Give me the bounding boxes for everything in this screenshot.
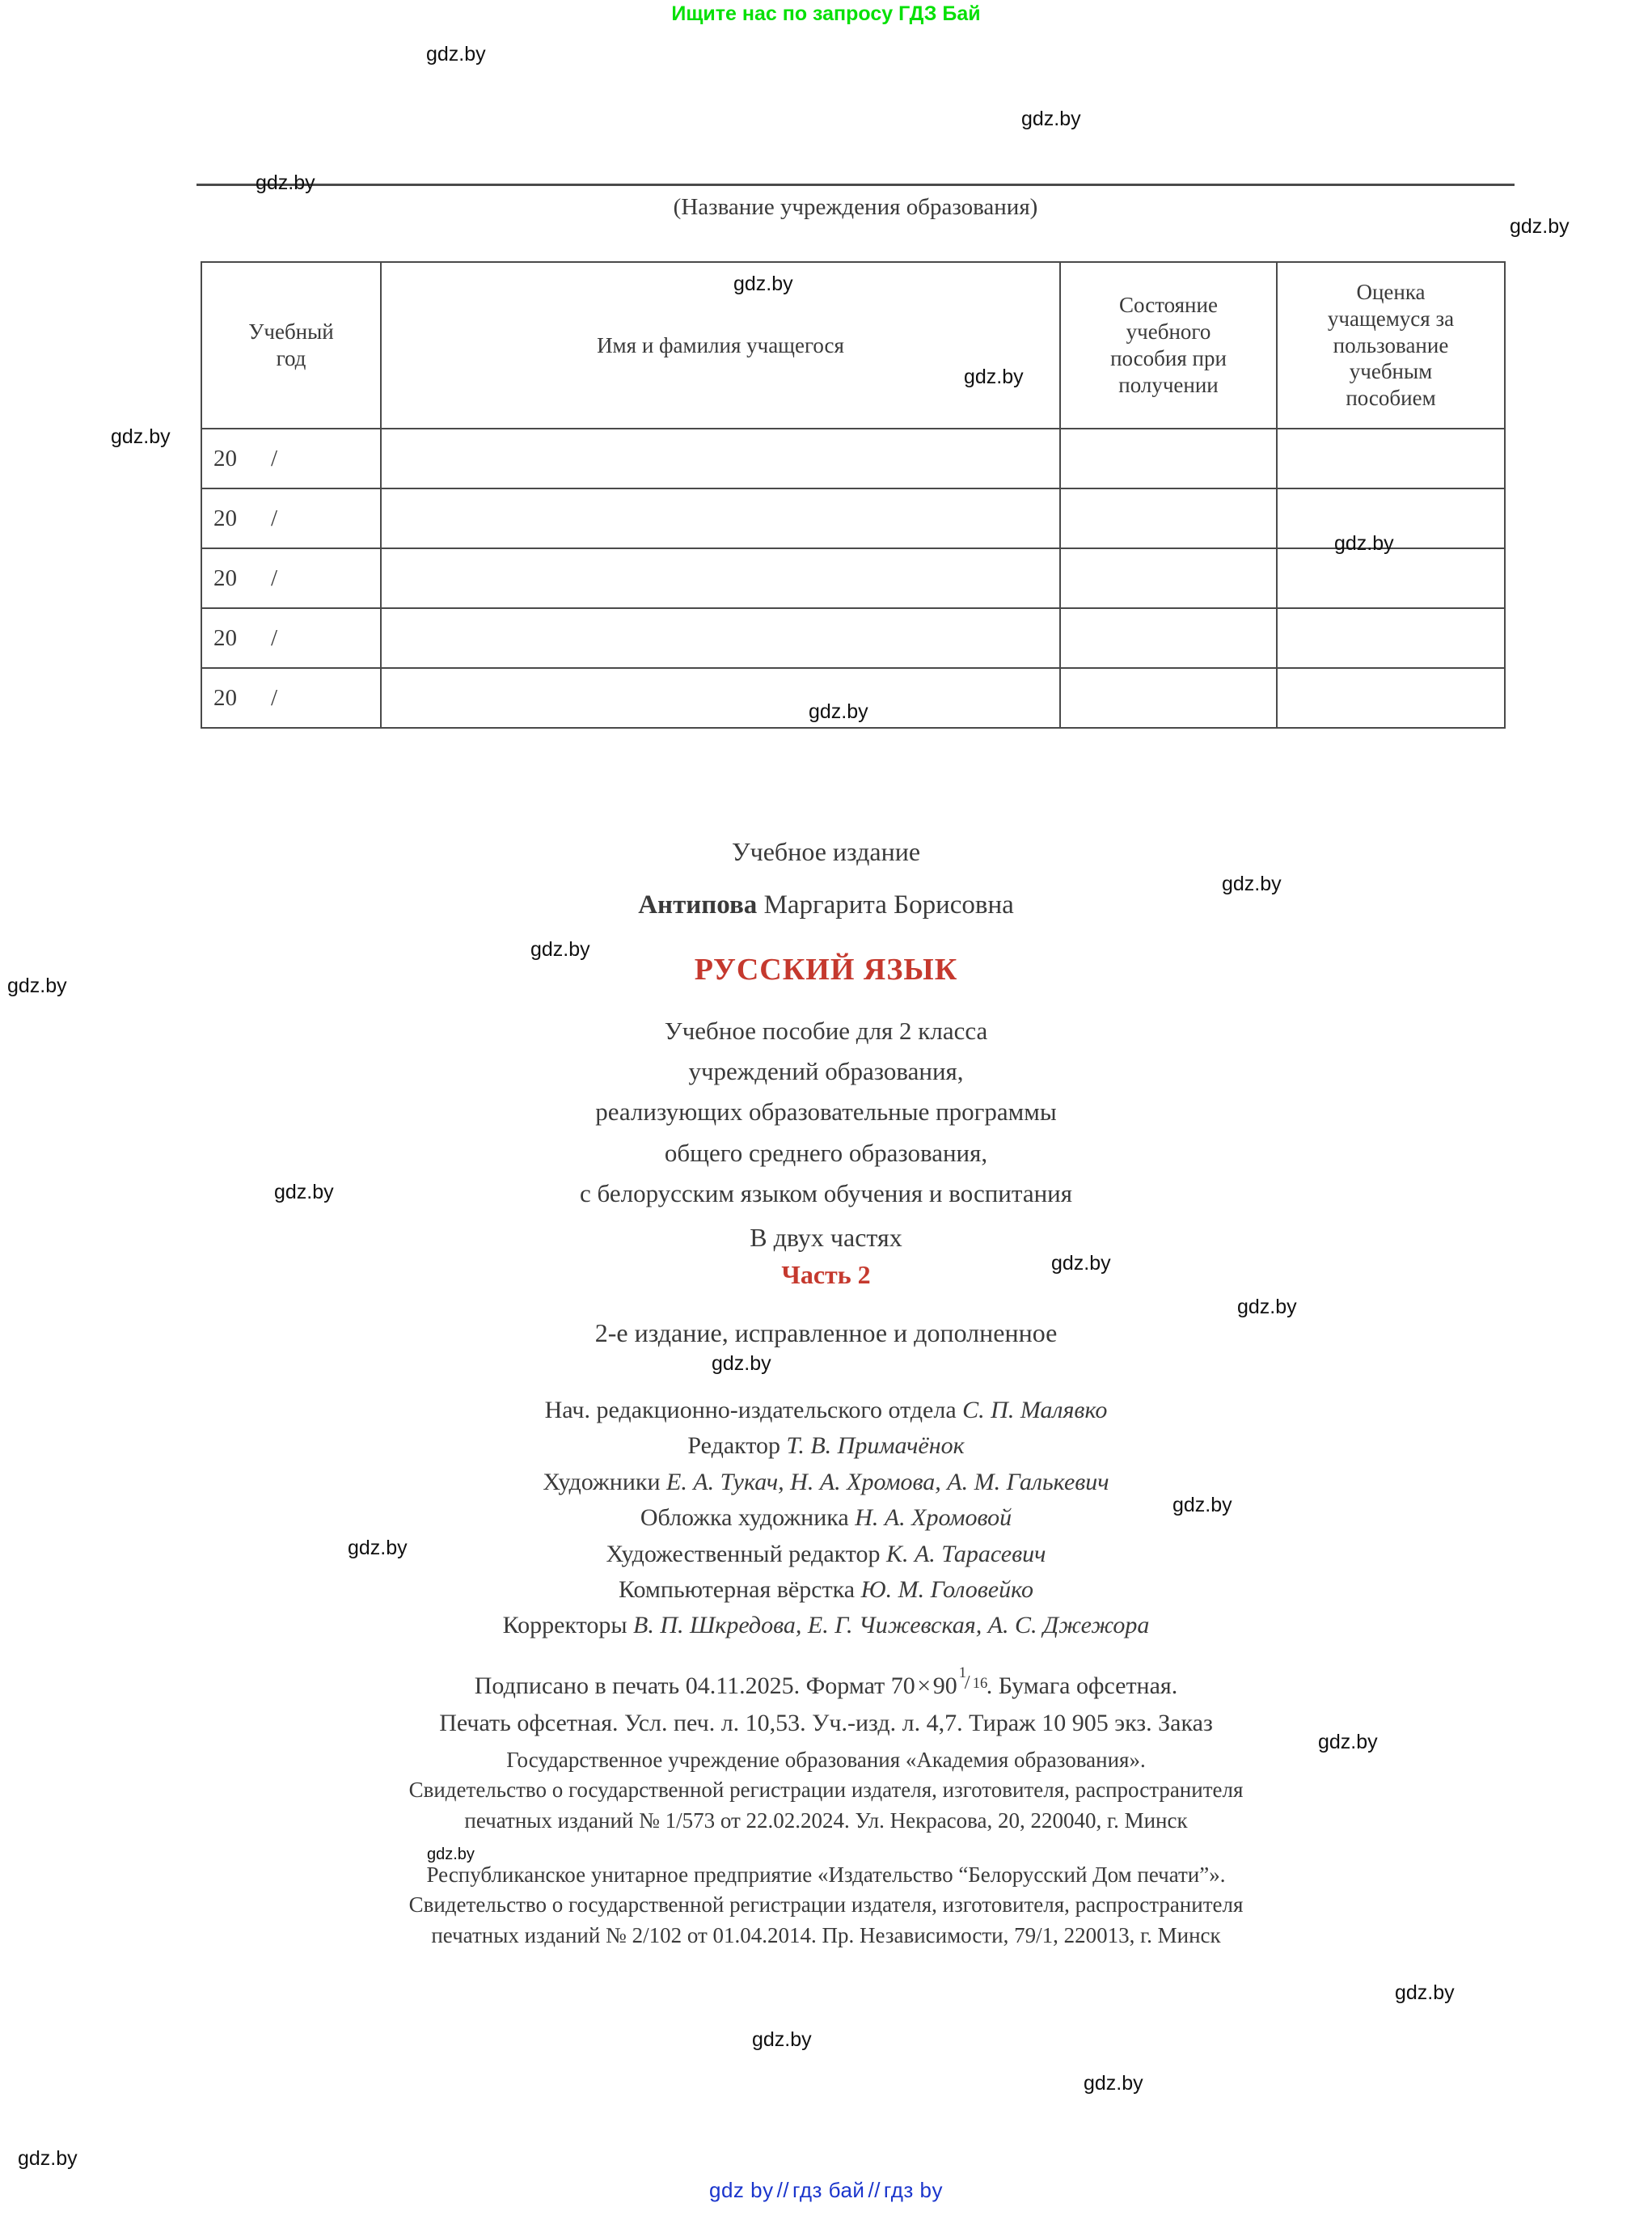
- credit-name: Ю. М. Головейко: [860, 1575, 1034, 1603]
- credit-line: [0, 1465, 1652, 1500]
- subtitle-line-5: с белорусским языком обучения и воспитания: [579, 1178, 1073, 1207]
- watermark: gdz.by: [530, 938, 590, 961]
- mark-line-3: пользование: [1333, 332, 1449, 357]
- year-slash: /: [271, 505, 278, 531]
- book-title: РУССКИЙ ЯЗЫК: [694, 953, 958, 987]
- year-slash: /: [271, 445, 278, 471]
- credit-line: [0, 1537, 1652, 1572]
- watermark: gdz.by: [1510, 215, 1570, 238]
- year-prefix: 20: [213, 684, 237, 711]
- cell-year[interactable]: [201, 668, 381, 728]
- watermark: gdz.by: [426, 43, 486, 66]
- promo-banner: [0, 2, 1652, 26]
- credit-name: Н. А. Хромовой: [855, 1504, 1012, 1532]
- footer-link-gdz-by-cyr[interactable]: гдз by: [883, 2178, 944, 2202]
- credit-name: К. А. Тарасевич: [886, 1540, 1046, 1567]
- table-body: [201, 429, 1505, 728]
- column-header-student-name: Имя и фамилия учащегося: [381, 262, 1060, 429]
- cell-year[interactable]: [201, 429, 381, 488]
- condition-line-1: Состояние: [1119, 293, 1218, 318]
- format-fraction: [957, 1664, 988, 1694]
- imprint-block: [0, 1664, 1652, 1741]
- year-slash: /: [271, 684, 278, 711]
- institution-name-rule: [196, 184, 1515, 186]
- watermark: gdz.by: [7, 975, 67, 997]
- credits-block: [0, 1393, 1652, 1644]
- mark-line-4: учебным: [1349, 359, 1433, 384]
- textbook-record-table: [201, 261, 1506, 729]
- table-row: [201, 608, 1505, 668]
- watermark: gdz.by: [1237, 1296, 1297, 1318]
- column-header-year-line1: Учебный: [248, 319, 334, 345]
- column-header-condition: [1060, 262, 1277, 429]
- mark-line-5: пособием: [1346, 386, 1436, 411]
- cell-condition[interactable]: [1060, 429, 1277, 488]
- footer-link-gdz-bai[interactable]: гдз бай: [792, 2178, 865, 2202]
- cell-student-name[interactable]: [381, 429, 1060, 488]
- cell-student-name[interactable]: [381, 488, 1060, 548]
- cell-year[interactable]: [201, 548, 381, 608]
- edition-number-line: 2-е издание, исправленное и дополненное: [594, 1318, 1058, 1347]
- imprint-line-1: [0, 1664, 1652, 1705]
- credit-line: [0, 1393, 1652, 1428]
- watermark: gdz.by: [427, 1846, 475, 1863]
- parts-count-line: В двух частях: [750, 1223, 902, 1252]
- credit-name: С. П. Малявко: [962, 1397, 1108, 1423]
- credit-role: Художники: [543, 1468, 667, 1495]
- cell-condition[interactable]: [1060, 548, 1277, 608]
- watermark: gdz.by: [1051, 1252, 1111, 1275]
- watermark: gdz.by: [752, 2028, 812, 2051]
- year-slash: /: [271, 564, 278, 591]
- author-surname: Антипова: [638, 890, 758, 920]
- credit-line: [0, 1500, 1652, 1536]
- watermark: gdz.by: [348, 1537, 408, 1559]
- publisher-certificate-line-2: печатных изданий № 1/573 от 22.02.2024. Ул. Некрасова, 20, 220040, г. Минск: [464, 1808, 1188, 1833]
- cell-mark[interactable]: [1277, 429, 1505, 488]
- cell-year[interactable]: [201, 488, 381, 548]
- publisher-name: Государственное учреждение образования «Академия образования».: [506, 1748, 1146, 1772]
- credit-role: Нач. редакционно-издательского отдела: [544, 1397, 963, 1423]
- credit-name: Е. А. Тукач, Н. А. Хромова, А. М. Галькевич: [666, 1468, 1109, 1495]
- publisher-certificate-line-1: Свидетельство о государственной регистрации издателя, изготовителя, распространителя: [408, 1892, 1244, 1917]
- publisher-name: Республиканское унитарное предприятие «Издательство “Белорусский Дом печати”».: [426, 1862, 1226, 1887]
- year-slash: /: [271, 624, 278, 651]
- year-prefix: 20: [213, 564, 237, 591]
- publisher-block-1: [0, 1745, 1652, 1836]
- credit-name: Т. В. Примачёнок: [786, 1432, 965, 1460]
- footer-link-gdz-by[interactable]: gdz by: [708, 2178, 774, 2202]
- watermark: gdz.by: [111, 425, 171, 448]
- watermark: gdz.by: [733, 273, 793, 295]
- watermark: gdz.by: [1334, 532, 1394, 555]
- mark-line-2: учащемуся за: [1327, 306, 1455, 331]
- table-row: [201, 488, 1505, 548]
- credit-line: [0, 1428, 1652, 1464]
- footer-separator: //: [776, 2178, 790, 2202]
- promo-banner-text: Ищите нас по запросу ГДЗ Бай: [671, 2, 981, 25]
- year-prefix: 20: [213, 445, 237, 471]
- credit-role: Редактор: [687, 1432, 787, 1460]
- column-header-year-line2: год: [276, 346, 306, 370]
- cell-year[interactable]: [201, 608, 381, 668]
- year-prefix: 20: [213, 624, 237, 651]
- subtitle-line-4: общего среднего образования,: [664, 1138, 988, 1167]
- imprint-signed-date: Подписано в печать 04.11.2025. Формат 70 × 90: [474, 1672, 957, 1699]
- cell-student-name[interactable]: [381, 668, 1060, 728]
- watermark: gdz.by: [1222, 873, 1282, 895]
- watermark: gdz.by: [712, 1352, 771, 1375]
- cell-condition[interactable]: [1060, 668, 1277, 728]
- cell-condition[interactable]: [1060, 608, 1277, 668]
- condition-line-2: учебного: [1126, 319, 1211, 345]
- publisher-block-2: [0, 1860, 1652, 1951]
- watermark: gdz.by: [274, 1181, 334, 1203]
- publisher-certificate-line-2: печатных изданий № 2/102 от 01.04.2014. Пр. Независимости, 79/1, 220013, г. Минск: [431, 1922, 1221, 1947]
- cell-condition[interactable]: [1060, 488, 1277, 548]
- publisher-certificate-line-1: Свидетельство о государственной регистрации издателя, изготовителя, распространителя: [408, 1778, 1244, 1803]
- institution-caption: (Название учреждения образования): [673, 194, 1038, 220]
- credit-role: Художественный редактор: [606, 1540, 887, 1567]
- subtitle-line-2: учреждений образования,: [688, 1057, 964, 1086]
- watermark: gdz.by: [1318, 1731, 1378, 1753]
- table-row: [201, 548, 1505, 608]
- watermark: gdz.by: [256, 171, 315, 194]
- credit-role: Обложка художника: [640, 1504, 856, 1532]
- fraction-denominator: 16: [972, 1674, 988, 1692]
- watermark: gdz.by: [1395, 1981, 1455, 2004]
- watermark: gdz.by: [18, 2147, 78, 2170]
- subtitle-line-1: Учебное пособие для 2 класса: [664, 1017, 988, 1045]
- credit-role: Корректоры: [502, 1612, 634, 1639]
- credit-line: [0, 1572, 1652, 1608]
- credit-role: Компьютерная вёрстка: [618, 1575, 861, 1603]
- footer-links: [0, 2178, 1652, 2203]
- imprint-line-2: Печать офсетная. Усл. печ. л. 10,53. Уч.-изд. л. 4,7. Тираж 10 905 экз. Заказ: [439, 1709, 1213, 1736]
- table-row: [201, 429, 1505, 488]
- credit-line: [0, 1608, 1652, 1643]
- column-header-year: [201, 262, 381, 429]
- watermark: gdz.by: [964, 366, 1024, 388]
- condition-line-4: получении: [1118, 372, 1219, 397]
- cell-mark[interactable]: [1277, 668, 1505, 728]
- watermark: gdz.by: [1084, 2072, 1143, 2095]
- watermark: gdz.by: [1021, 108, 1081, 130]
- part-number-label: Часть 2: [781, 1260, 871, 1289]
- footer-separator: //: [868, 2178, 881, 2202]
- watermark: gdz.by: [1172, 1494, 1232, 1516]
- fraction-numerator: 1: [958, 1664, 966, 1682]
- column-header-mark: [1277, 262, 1505, 429]
- book-subtitle: [0, 1011, 1652, 1214]
- cell-mark[interactable]: [1277, 608, 1505, 668]
- year-prefix: 20: [213, 505, 237, 531]
- mark-line-1: Оценка: [1356, 279, 1426, 304]
- author-line: [0, 890, 1652, 920]
- watermark: gdz.by: [809, 700, 868, 723]
- condition-line-3: пособия при: [1110, 346, 1227, 370]
- table-header-row: [201, 262, 1505, 429]
- subtitle-line-3: реализующих образовательные программы: [595, 1097, 1057, 1127]
- fraction-bar: /: [964, 1672, 970, 1694]
- cell-student-name[interactable]: [381, 548, 1060, 608]
- author-given-names: Маргарита Борисовна: [757, 890, 1014, 920]
- credit-name: В. П. Шкредова, Е. Г. Чижевская, А. С. Джежора: [633, 1612, 1150, 1639]
- cell-student-name[interactable]: [381, 608, 1060, 668]
- cell-mark[interactable]: [1277, 548, 1505, 608]
- edition-label: Учебное издание: [731, 837, 921, 866]
- imprint-paper: . Бумага офсетная.: [986, 1672, 1178, 1699]
